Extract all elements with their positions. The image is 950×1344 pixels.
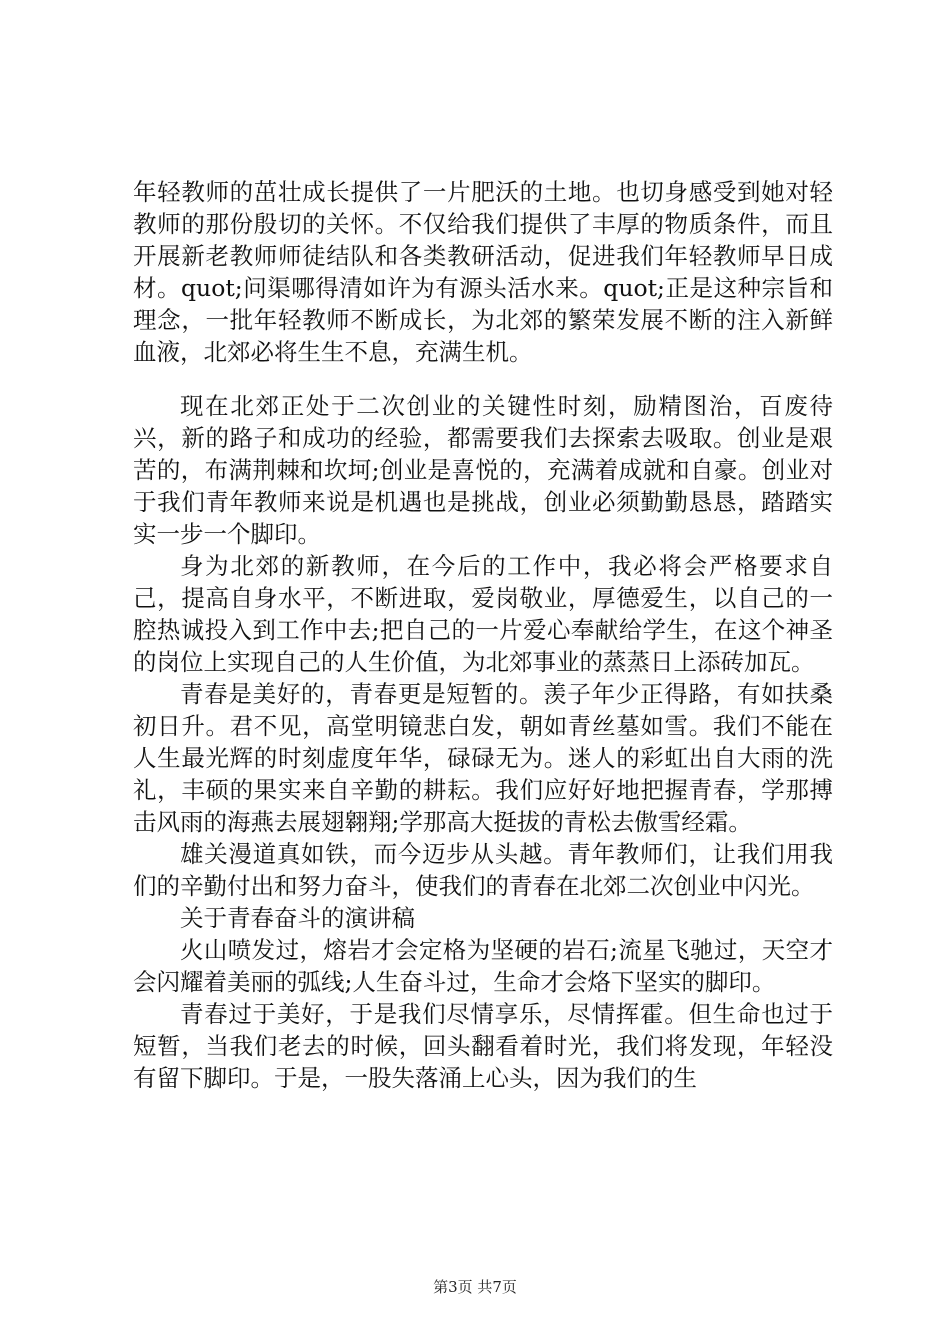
document-body [133, 176, 833, 1094]
paragraph-1: 年轻教师的茁壮成长提供了一片肥沃的土地。也切身感受到她对轻教师的那份殷切的关怀。不仅给我们提供了丰厚的物质条件，而且开展新老教师师徒结队和各类教研活动，促进我们年轻教师早日成材。quot;问渠哪得清如许为有源头活水来。quot;正是这种宗旨和理念，一批年轻教师不断成长，为北郊的繁荣发展不断的注入新鲜血液，北郊必将生生不息，充满生机。 [133, 178, 833, 366]
paragraph-4: 青春是美好的，青春更是短暂的。羡子年少正得路，有如扶桑初日升。君不见，高堂明镜悲白发，朝如青丝墓如雪。我们不能在人生最光辉的时刻虚度年华，碌碌无为。迷人的彩虹出自大雨的洗礼，丰硕的果实来自辛勤的耕耘。我们应好好地把握青春，学那搏击风雨的海燕去展翅翱翔;学那高大挺拔的青松去傲雪经霜。 [133, 680, 833, 836]
paragraph-7: 青春过于美好，于是我们尽情享乐，尽情挥霍。但生命也过于短暂，当我们老去的时候，回头翻看着时光，我们将发现，年轻没有留下脚印。于是，一股失落涌上心头，因为我们的生 [133, 1000, 833, 1092]
paragraph-3: 身为北郊的新教师，在今后的工作中，我必将会严格要求自己，提高自身水平，不断进取，爱岗敬业，厚德爱生，以自己的一腔热诚投入到工作中去;把自己的一片爱心奉献给学生，在这个神圣的岗位上实现自己的人生价值，为北郊事业的蒸蒸日上添砖加瓦。 [133, 552, 833, 676]
paragraph-6: 火山喷发过，熔岩才会定格为坚硬的岩石;流星飞驰过，天空才会闪耀着美丽的弧线;人生奋斗过，生命才会烙下坚实的脚印。 [133, 936, 833, 996]
paragraph-5: 雄关漫道真如铁，而今迈步从头越。青年教师们，让我们用我们的辛勤付出和努力奋斗，使我们的青春在北郊二次创业中闪光。 [133, 840, 833, 900]
section-heading: 关于青春奋斗的演讲稿 [180, 904, 415, 932]
page-number-footer: 第3页 共7页 [433, 1278, 517, 1296]
paragraph-2: 现在北郊正处于二次创业的关键性时刻，励精图治，百废待兴，新的路子和成功的经验，都需要我们去探索去吸取。创业是艰苦的，布满荆棘和坎坷;创业是喜悦的，充满着成就和自豪。创业对于我们青年教师来说是机遇也是挑战，创业必须勤勤恳恳，踏踏实实一步一个脚印。 [133, 392, 833, 548]
